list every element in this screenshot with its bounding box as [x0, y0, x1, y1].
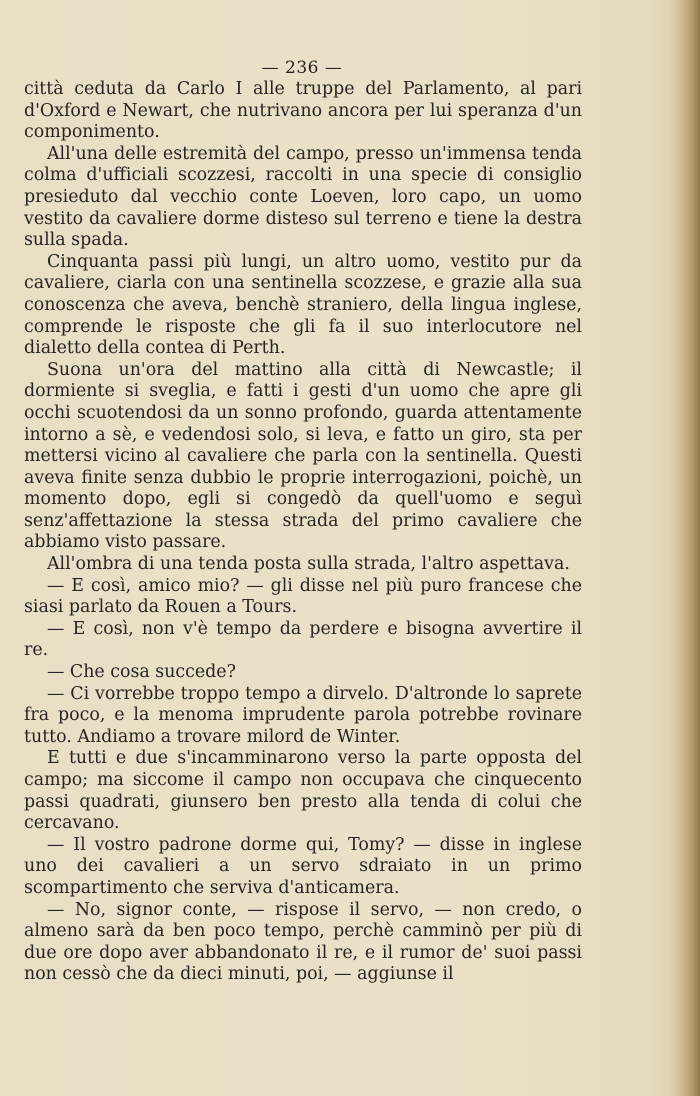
paragraph: All'ombra di una tenda posta sulla strada, l'altro aspettava. — [47, 554, 570, 575]
dialogue-line: — Ci vorrebbe troppo tempo a dirvelo. D'altronde lo saprete fra poco, e la menoma imprudente parola potrebbe rovinare tutto. Andiamo a trovare milord de Winter. — [24, 683, 582, 747]
dialogue-line: — No, signor conte, — rispose il servo, — non credo, o almeno sarà da ben poco tempo, perchè camminò per più di due ore dopo aver abbandonato il re, e il rumor de' suoi passi non cessò che da dieci minuti, poi, — aggiunse il — [24, 899, 582, 985]
paragraph: Cinquanta passi più lungi, un altro uomo, vestito pur da cavaliere, ciarla con una sentinella scozzese, e grazie alla sua conoscenza che aveva, benchè straniero, della lingua inglese, comprende le risposte che gli fa il suo interlocutore nel dialetto della contea di Perth. — [24, 251, 582, 359]
dialogue-line: — E così, amico mio? — gli disse nel più puro francese che siasi parlato da Rouen a Tours. — [24, 575, 582, 618]
paragraph: E tutti e due s'incamminarono verso la parte opposta del campo; ma siccome il campo non occupava che cinquecento passi quadrati, giunsero ben presto alla tenda di colui che cercavano. — [24, 748, 582, 834]
page-number: — 236 — — [261, 58, 343, 78]
page-binding-shadow — [670, 0, 700, 1096]
paragraph: Suona un'ora del mattino alla città di Newcastle; il dormiente si sveglia, e fatti i gesti d'un uomo che apre gli occhi scuotendosi da un sonno profondo, guarda attentamente intorno a sè, e vedendosi solo, si leva, e fatto un giro, sta per mettersi vicino al cavaliere che parla con la sentinella. Questi aveva finite senza dubbio le proprie interrogazioni, poichè, un momento dopo, egli si congedò da quell'uomo e seguì senz'affettazione la stessa strada del primo cavaliere che abbiamo visto passare. — [24, 359, 582, 553]
dialogue-line: — E così, non v'è tempo da perdere e bisogna avvertire il re. — [24, 618, 582, 661]
dialogue-line: — Che cosa succede? — [47, 662, 236, 683]
paragraph: All'una delle estremità del campo, presso un'immensa tenda colma d'ufficiali scozzesi, raccolti in una specie di consiglio presieduto dal vecchio conte Loeven, loro capo, un uomo vestito da cavaliere dorme disteso sul terreno e tiene la destra sulla spada. — [24, 143, 582, 251]
paragraph-continued: città ceduta da Carlo I alle truppe del Parlamento, al pari d'Oxford e Newart, che nutrivano ancora per lui speranza d'un componimento. — [24, 79, 582, 143]
dialogue-line: — Il vostro padrone dorme qui, Tomy? — disse in inglese uno dei cavalieri a un servo sdraiato in un primo scompartimento che serviva d'anticamera. — [24, 834, 582, 898]
body-text — [24, 79, 582, 986]
